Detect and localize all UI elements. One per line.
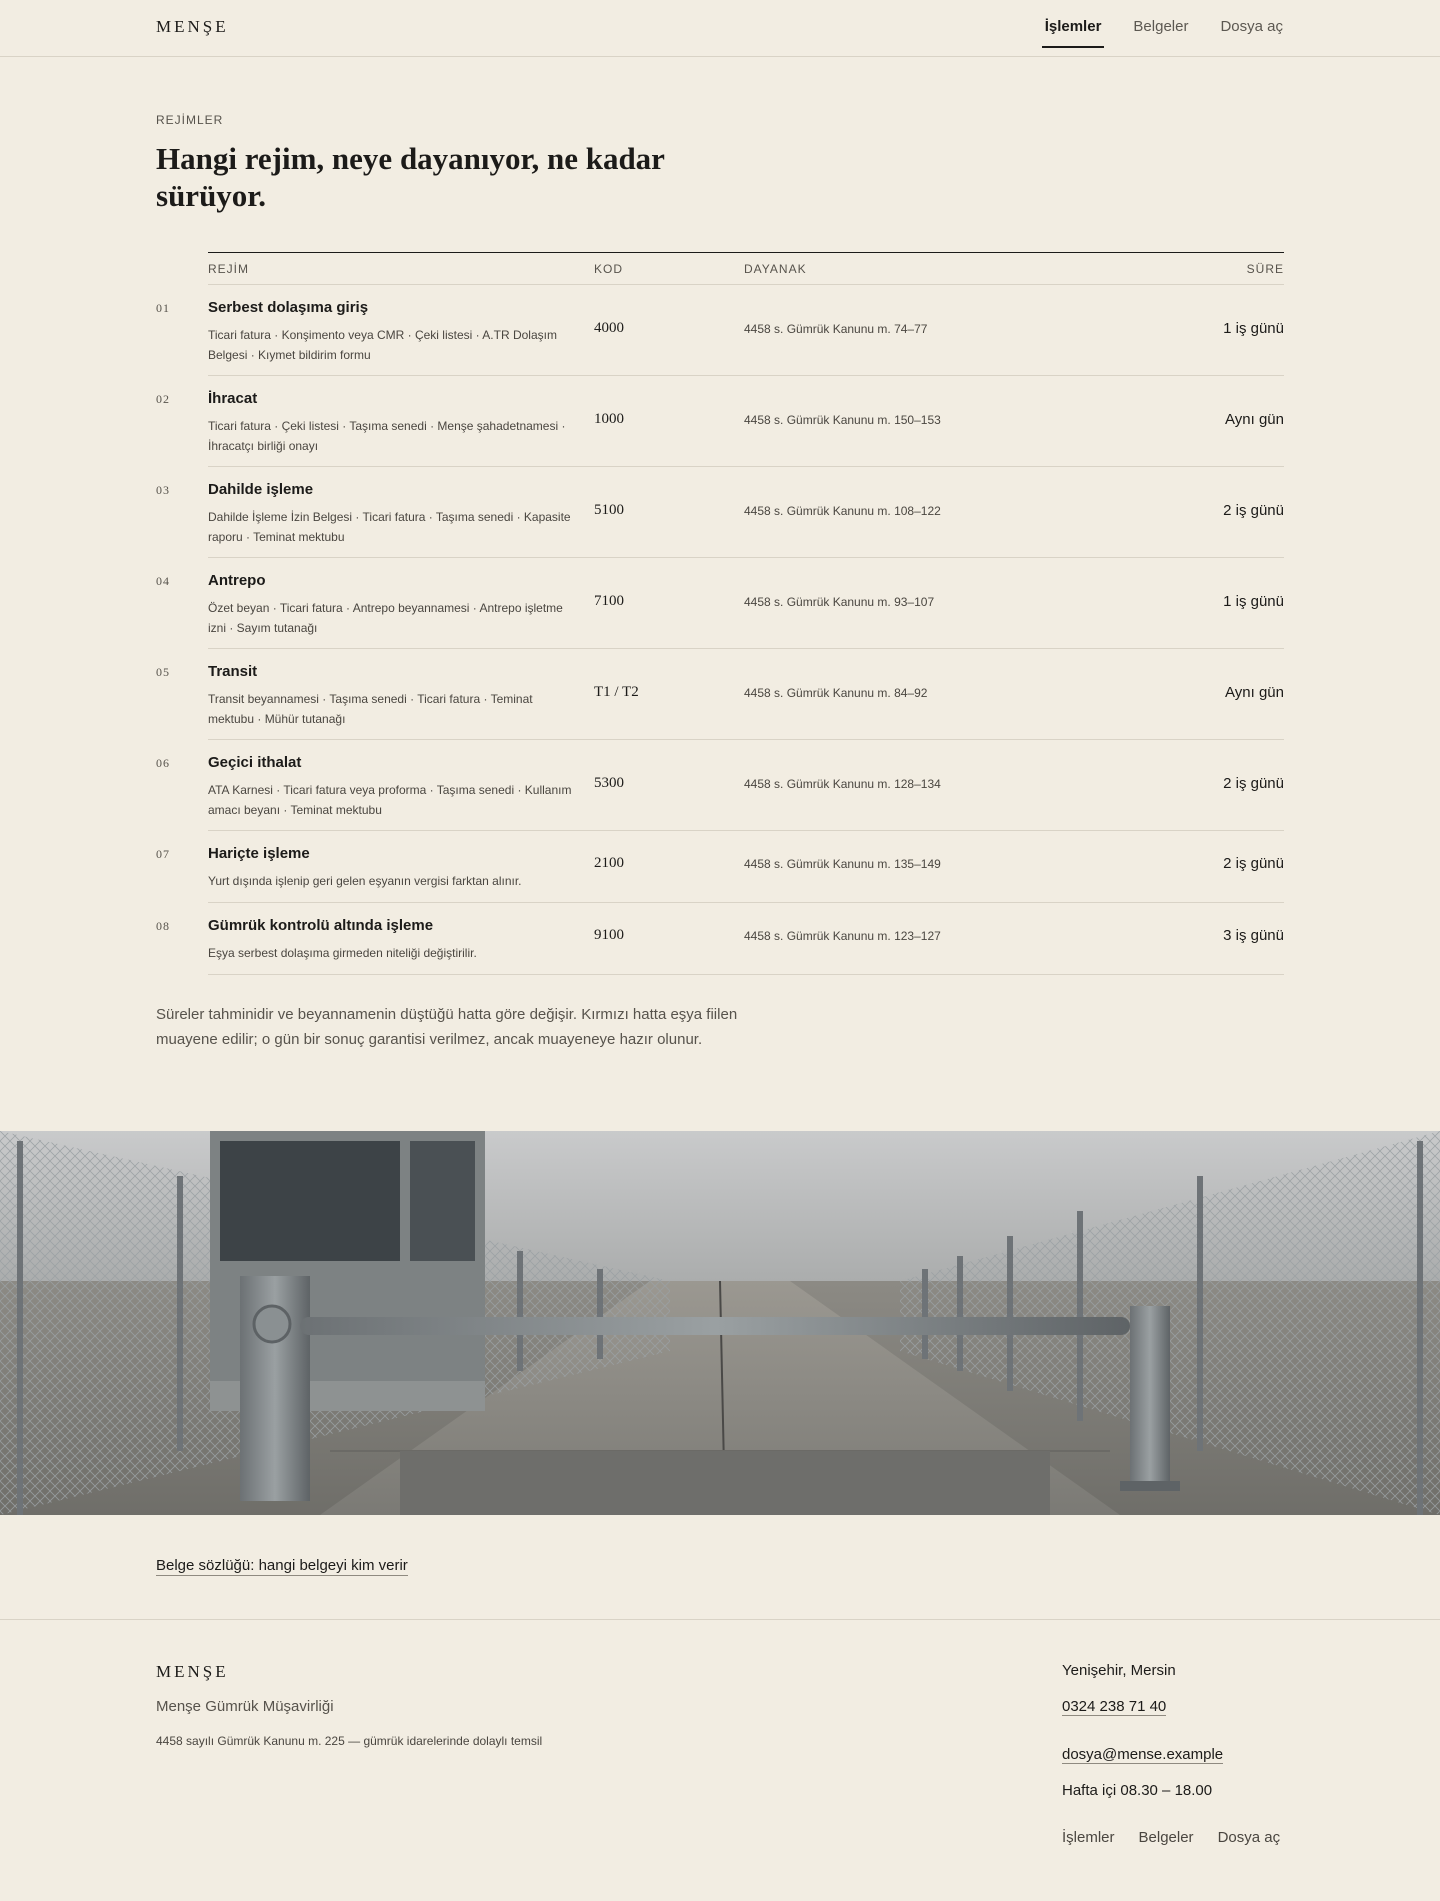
- barrier-gate-illustration: [0, 1131, 1440, 1515]
- footer-logo[interactable]: MENŞE: [156, 1662, 229, 1681]
- footer-nav-islemler[interactable]: İşlemler: [1062, 1829, 1115, 1846]
- regime-basis: 4458 s. Gümrük Kanunu m. 128–134: [744, 777, 941, 791]
- regime-name: Serbest dolaşıma giriş: [208, 299, 369, 316]
- nav-item-dosya-ac[interactable]: Dosya aç: [1220, 18, 1283, 35]
- footer-firm-name: Menşe Gümrük Müşavirliği: [156, 1698, 334, 1715]
- footer-legal-note: 4458 sayılı Gümrük Kanunu m. 225 — gümrük idarelerinde dolaylı temsil: [156, 1734, 543, 1748]
- site-footer: [0, 1619, 1440, 1901]
- regime-documents: Transit beyannamesi · Taşıma senedi · Ticari fatura · Teminat mektubu · Mühür tutanağı: [208, 692, 533, 726]
- glossary-link[interactable]: Belge sözlüğü: hangi belgeyi kim verir: [156, 1557, 408, 1574]
- footer-nav: [1062, 1829, 1280, 1846]
- table-row: [156, 903, 1284, 975]
- table-row: [156, 740, 1284, 831]
- row-number: 08: [156, 919, 170, 933]
- regime-name: Dahilde işleme: [208, 481, 314, 498]
- regime-documents: Ticari fatura · Çeki listesi · Taşıma senedi · Menşe şahadetnamesi · İhracatçı birliği onayı: [208, 419, 566, 453]
- regime-name: Gümrük kontrolü altında işleme: [208, 917, 434, 934]
- page-title: Hangi rejim, neye dayanıyor, ne kadar sürüyor.: [156, 141, 665, 213]
- table-row: [156, 558, 1284, 649]
- table-row: [156, 649, 1284, 740]
- regime-duration: 3 iş günü: [1223, 927, 1284, 944]
- regime-name: İhracat: [208, 390, 258, 407]
- regime-code: T1 / T2: [594, 684, 639, 700]
- regime-code: 7100: [594, 593, 624, 609]
- footer-contact: [1062, 1662, 1223, 1799]
- section-eyebrow: REJİMLER: [156, 113, 224, 127]
- table-row: [156, 831, 1284, 903]
- row-number: 06: [156, 756, 170, 770]
- regime-code: 5100: [594, 502, 624, 518]
- regime-code: 2100: [594, 855, 624, 871]
- regime-name: Antrepo: [208, 572, 266, 589]
- table-row: [156, 376, 1284, 467]
- footer-hours: Hafta içi 08.30 – 18.00: [1062, 1782, 1213, 1799]
- regime-duration: 1 iş günü: [1223, 320, 1284, 337]
- regime-duration: Aynı gün: [1225, 684, 1284, 701]
- row-number: 02: [156, 392, 170, 406]
- footer-city: Yenişehir, Mersin: [1062, 1662, 1176, 1679]
- row-number: 05: [156, 665, 170, 679]
- column-header-basis: DAYANAK: [744, 262, 807, 276]
- row-number: 03: [156, 483, 170, 497]
- regime-duration: 1 iş günü: [1223, 593, 1284, 610]
- regime-name: Hariçte işleme: [208, 845, 310, 862]
- regime-basis: 4458 s. Gümrük Kanunu m. 93–107: [744, 595, 935, 609]
- regime-name: Transit: [208, 663, 258, 680]
- footer-phone-link[interactable]: 0324 238 71 40: [1062, 1698, 1167, 1715]
- column-header-duration: SÜRE: [1246, 262, 1284, 276]
- site-header: [0, 0, 1440, 57]
- customs-gate-photo: [0, 1131, 1440, 1515]
- row-number: 07: [156, 847, 170, 861]
- regime-basis: 4458 s. Gümrük Kanunu m. 123–127: [744, 929, 941, 943]
- footer-email-link[interactable]: dosya@mense.example: [1062, 1746, 1224, 1763]
- regime-documents: Dahilde İşleme İzin Belgesi · Ticari fatura · Taşıma senedi · Kapasite raporu · Teminat mektubu: [208, 510, 571, 544]
- regime-documents: Eşya serbest dolaşıma girmeden niteliği değiştirilir.: [208, 946, 477, 960]
- regime-basis: 4458 s. Gümrük Kanunu m. 74–77: [744, 322, 928, 336]
- main-nav: [1045, 18, 1283, 48]
- regime-duration: 2 iş günü: [1223, 855, 1284, 872]
- brand-logo[interactable]: MENŞE: [156, 17, 229, 36]
- nav-item-belgeler[interactable]: Belgeler: [1133, 18, 1189, 35]
- regime-basis: 4458 s. Gümrük Kanunu m. 135–149: [744, 857, 941, 871]
- regime-code: 4000: [594, 320, 624, 336]
- column-header-code: KOD: [594, 262, 624, 276]
- regime-basis: 4458 s. Gümrük Kanunu m. 84–92: [744, 686, 928, 700]
- nav-item-islemler[interactable]: İşlemler: [1045, 18, 1102, 48]
- table-row: [156, 467, 1284, 558]
- regime-documents: Özet beyan · Ticari fatura · Antrepo beyannamesi · Antrepo işletme izni · Sayım tutanağı: [208, 601, 563, 635]
- duration-note: Süreler tahminidir ve beyannamenin düştüğü hatta göre değişir. Kırmızı hatta eşya fiilen muayene edilir; o gün bir sonuç garantisi verilmez, ancak muayeneye hazır olunur.: [156, 1006, 738, 1048]
- regime-code: 1000: [594, 411, 624, 427]
- row-number: 04: [156, 574, 170, 588]
- regime-documents: ATA Karnesi · Ticari fatura veya proforma · Taşıma senedi · Kullanım amacı beyanı · Teminat mektubu: [208, 783, 572, 817]
- regime-code: 5300: [594, 775, 624, 791]
- regime-table: [156, 252, 1284, 975]
- regime-code: 9100: [594, 927, 624, 943]
- column-header-regime: REJİM: [208, 262, 249, 276]
- regime-duration: 2 iş günü: [1223, 775, 1284, 792]
- table-header: [208, 253, 1284, 285]
- regime-documents: Yurt dışında işlenip geri gelen eşyanın vergisi farktan alınır.: [208, 874, 522, 888]
- footer-nav-dosya-ac[interactable]: Dosya aç: [1217, 1829, 1281, 1846]
- regime-documents: Ticari fatura · Konşimento veya CMR · Çeki listesi · A.TR Dolaşım Belgesi · Kıymet bildirim formu: [208, 328, 557, 362]
- regime-basis: 4458 s. Gümrük Kanunu m. 108–122: [744, 504, 941, 518]
- regime-name: Geçici ithalat: [208, 754, 302, 771]
- regime-basis: 4458 s. Gümrük Kanunu m. 150–153: [744, 413, 941, 427]
- regime-duration: 2 iş günü: [1223, 502, 1284, 519]
- footer-nav-belgeler[interactable]: Belgeler: [1138, 1829, 1194, 1846]
- row-number: 01: [156, 301, 170, 315]
- table-row: [156, 285, 1284, 376]
- regime-duration: Aynı gün: [1225, 411, 1284, 428]
